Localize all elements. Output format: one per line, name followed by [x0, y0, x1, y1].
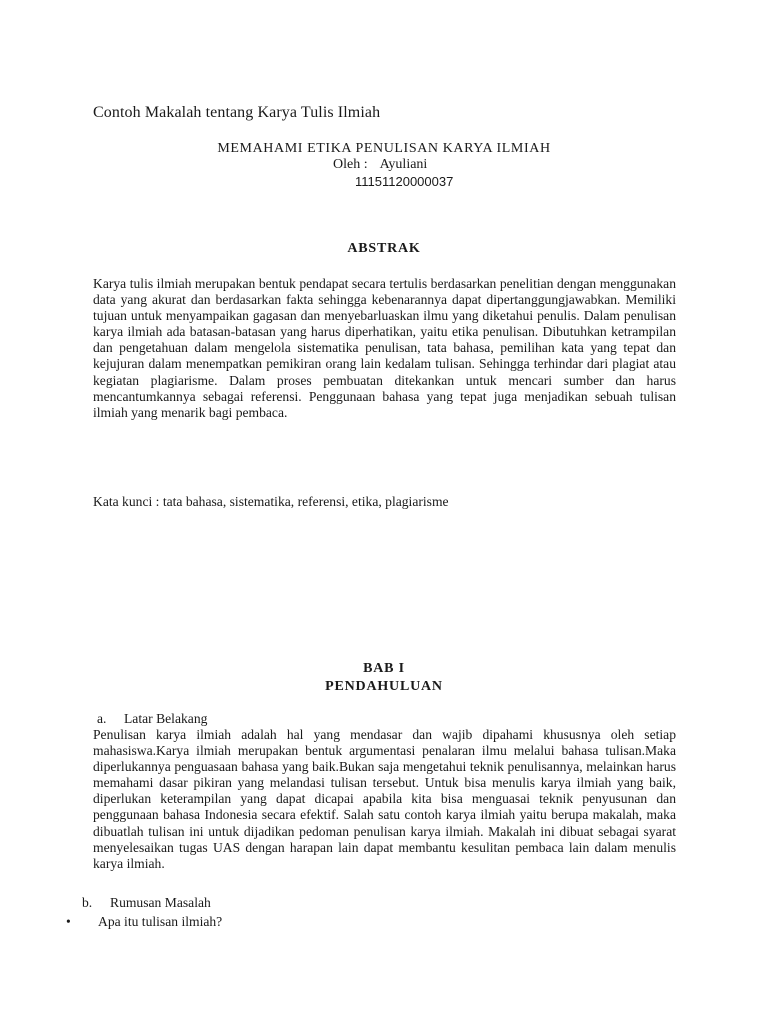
- bullet-icon: •: [66, 914, 71, 929]
- background-paragraph: Penulisan karya ilmiah adalah hal yang mendasar dan wajib dipahami khususnya oleh setiap mahasiswa.Karya ilmiah merupakan bentuk argumentasi penalaran ilmu melalui bahasa tulisan.Maka diperlukannya penguasaan bahasa yang baik.Bukan saja mengetahui teknik penulisannya, melainkan harus memahami dasar pikiran yang melandasi tulisan tersebut. Untuk bisa menulis karya ilmiah yang baik, diperlukan keterampilan yang dapat dicapai apabila kita bisa menguasai teknik penyusunan dan penggunaan bahasa Indonesia secara efektif. Salah satu contoh karya ilmiah yaitu berupa makalah, maka dibuatlah tulisan ini untuk dijadikan pedoman penulisan karya ilmiah. Makalah ini dibuat sebagai syarat menyelesaikan tugas UAS dengan harapan lain dapat membantu kesulitan pembaca lain dalam menulis karya ilmiah.: [93, 727, 676, 871]
- keywords-line: Kata kunci : tata bahasa, sistematika, referensi, etika, plagiarisme: [93, 494, 449, 509]
- document-header-title: Contoh Makalah tentang Karya Tulis Ilmiah: [93, 104, 381, 121]
- author-line: [333, 157, 427, 173]
- list-item-text: Apa itu tulisan ilmiah?: [98, 914, 223, 929]
- abstract-body: [93, 276, 676, 421]
- list-item: [66, 914, 222, 930]
- section-b-heading: [82, 895, 211, 911]
- paper-title: MEMAHAMI ETIKA PENULISAN KARYA ILMIAH: [217, 141, 551, 156]
- author-id: 11151120000037: [355, 174, 454, 189]
- chapter-number-heading: BAB I: [363, 661, 405, 676]
- author-name: Ayuliani: [379, 157, 428, 172]
- abstract-heading: ABSTRAK: [347, 241, 421, 256]
- section-a-title: Latar Belakang: [124, 711, 208, 726]
- background-body: [93, 727, 676, 872]
- section-b-title: Rumusan Masalah: [110, 895, 211, 910]
- section-b-marker: b.: [82, 895, 93, 910]
- abstract-paragraph: Karya tulis ilmiah merupakan bentuk pendapat secara tertulis berdasarkan penelitian dengan menggunakan data yang akurat dan berdasarkan fakta sehingga kebenarannya dapat dipertanggungjawabkan. Memiliki tujuan untuk menyampaikan gagasan dan menyebarluaskan ilmu yang diketahui penulis. Dalam penulisan karya ilmiah ada batasan-batasan yang harus diperhatikan, yaitu etika penulisan. Dibutuhkan ketrampilan dan pengetahuan dalam mengelola sistematika penulisan, tata bahasa, pemilihan kata yang tepat dan kejujuran dalam menempatkan pemikiran orang lain kedalam tulisan. Sehingga terhindar dari plagiat atau kegiatan plagiarisme. Dalam proses pembuatan ditekankan untuk mencari sumber dan harus mencantumkannya sebagai referensi. Penggunaan bahasa yang tepat juga menjadikan sebuah tulisan ilmiah yang menarik bagi pembaca.: [93, 276, 676, 420]
- chapter-title-heading: PENDAHULUAN: [325, 679, 443, 694]
- author-label: Oleh :: [333, 157, 368, 172]
- section-a-heading: [97, 711, 207, 727]
- section-a-marker: a.: [97, 711, 107, 726]
